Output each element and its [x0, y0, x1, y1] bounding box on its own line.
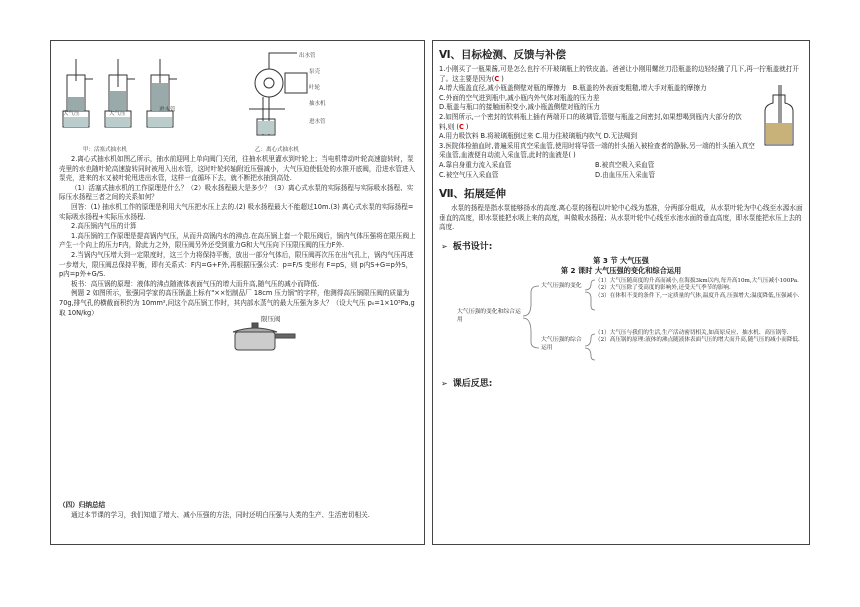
board-title-2: 第 2 课时 大气压强的变化和综合运用 — [560, 265, 682, 275]
board-title-1: 第 3 节 大气压强 — [593, 255, 649, 265]
fig-label: 泵壳 — [309, 69, 321, 75]
pressure-cooker-image — [221, 322, 297, 352]
fig-label: 进水管 — [159, 107, 176, 113]
centrifugal-pump-diagram — [239, 49, 349, 141]
answers: 回答：(1) 抽水机工作的原理是利用大气压把水压上去的.(2) 吸水扬程最大不能超过10m.(3) 离心式水泵的实际扬程=实际吸水扬程+实际压水扬程. — [59, 202, 414, 221]
branch-2-label: 大气压强的综合运用 — [541, 336, 582, 351]
branch-2-item: （1）大气压与我们的生活,生产活动密切相关,如高原反应、抽水机、高压锅等. — [595, 329, 789, 336]
cooker-heading: 2.高压锅内气压的计算 — [71, 222, 137, 231]
summary-block — [59, 501, 416, 520]
question-1-text: 1.小刚买了一瓶果酱,可是怎么也拧不开玻璃瓶上的铁皮盖。爸爸让小刚用螺丝刀沿瓶盖的边轻轻撬了几下,再一拧瓶盖就打开了。这主要是因为( — [439, 65, 799, 83]
section-7-title: Ⅶ、拓展延伸 — [439, 188, 507, 201]
summary-text: 通过本节课的学习，我们知道了增大、减小压强的方法，同时还明白压强与人类的生产、生活密切相关. — [71, 510, 370, 519]
mind-map — [439, 278, 803, 368]
board-note: 板书：高压锅的原理：液体的沸点随液体表面气压的增大而升高,随气压的减小而降低. — [71, 279, 320, 288]
branch-1-items — [595, 278, 801, 300]
fig-label: 进水管 — [309, 119, 326, 125]
question-2-options: A.用力吸饮料 B.将玻璃瓶倒过来 C.用力往玻璃瓶内吹气 D.无法喝到 — [439, 132, 638, 141]
board-heading-label: 板书设计: — [452, 241, 493, 252]
question-2-block — [439, 113, 803, 142]
question-2-close: ) — [463, 122, 469, 131]
question-1 — [439, 65, 803, 84]
valve-label: 限压阀 — [261, 315, 281, 324]
option-d: D.由血压压入采血管 — [595, 170, 655, 179]
board-design-heading — [441, 239, 803, 252]
fig-label: 出水管 — [299, 53, 316, 59]
option-d: D.瓶盖与瓶口的接触面积变小,减小瓶盖侧壁对瓶的压力 — [439, 103, 600, 112]
paragraph-centrifugal: 2.离心式抽水机如图乙所示，抽水前迎网上单向阀门关闭，往抽水机里灌水到叶轮上；当电机带动叶轮高速旋转时，泵壳里的水也随叶轮高速旋转同时被甩入出水管，这时叶轮转轴附近压强减小，大气压迫使低处的水推开底阀，沿进水管进入泵壳，进来的水又被叶轮甩进出水管，这样一直循环下去，就不断把水抽到高处. — [59, 155, 416, 183]
option-b: B.瓶盖的外表面变粗糙,增大手对瓶盖的摩擦力 — [572, 84, 707, 93]
mind-map-root: 大气压强的变化和综合运用 — [457, 308, 521, 323]
pump-figures — [59, 47, 416, 155]
question-2-answer: C — [458, 122, 464, 131]
bottle-diagram — [757, 83, 801, 149]
option-a: A.增大瓶盖直径,减小瓶盖侧壁对瓶的摩擦力 — [439, 84, 567, 93]
question-3-options-ab — [439, 161, 803, 171]
arrow-bullet-icon: ➢ — [441, 378, 448, 388]
option-c: C.被空气压入采血管 — [439, 170, 499, 179]
cooker-principle: 1.高压锅的工作原理是提高锅内气压，从而升高锅内水的沸点.在高压锅上套一个限压阀后，锅内气体压强将在限压阀上产生一个向上的压力F内，除此力之外，限压阀另外还受到重力G和大气压向下压限压阀的压力F外. — [59, 231, 416, 250]
option-b: B.被真空吸入采血管 — [595, 160, 655, 169]
figure-caption-a: 甲：活塞式抽水机 — [83, 147, 128, 153]
right-column — [432, 40, 810, 545]
reflection-heading — [441, 376, 803, 389]
fig-label: 叶轮 — [309, 85, 321, 91]
question-2 — [439, 113, 749, 132]
cooker-balance: 2.当锅内气压增大到一定限度时，这三个力将保持平衡，放出一部分气体后，限压阀再次压在出气孔上，锅内气压再进一步增大，限压阀总保持平衡，即有关系式：F内=G+F外,再根据压强公式：p=F/S 变形有 F=pS，则 p内S+G=p外S，p内=p外+G/S. — [59, 250, 414, 279]
question-2-text: 2.如图所示,一个密封的饮料瓶上插有两端开口的玻璃管,管壁与瓶盖之间密封,如果想喝到瓶内大部分的饮料,则 ( — [439, 112, 742, 131]
arrow-bullet-icon: ➢ — [441, 241, 448, 251]
option-a: A.靠自身重力流入采血管 — [439, 160, 512, 169]
option-c: C.外面的空气进到瓶中,减小瓶内外气体对瓶盖的压力差 — [439, 93, 600, 102]
question-3-options-cd — [439, 171, 803, 181]
fig-label: 大气压 — [109, 111, 126, 117]
question-1-close: ) — [499, 74, 504, 83]
pressure-cooker-figure — [59, 315, 416, 354]
piston-pump-diagram — [61, 57, 181, 135]
reflection-label: 课后反思: — [452, 378, 493, 389]
extension-text: 水泵的扬程是指水泵能够扬水的高度.离心泵的扬程以叶轮中心线为基准，分两部分组成，从水泵叶轮为中心线至水源水面垂直的高度，即水泵能把水吸上来的高度，叫做吸水扬程；从水泵叶轮中心线至水池水面的垂直高度，即水泵能把水压上去的高度. — [439, 204, 803, 232]
question-1-options-ab — [439, 84, 803, 94]
branch-1-item: （3）在体积不变的条件下,一定质量的气体,温度升高,压强增大;温度降低,压强减小. — [595, 292, 800, 299]
fig-label: 抽水机 — [309, 101, 326, 107]
left-column — [50, 40, 425, 545]
question-1-answer: C — [494, 74, 500, 83]
fig-label: 大气压 — [63, 111, 80, 117]
section-6-title: Ⅵ、目标检测、反馈与补偿 — [439, 49, 567, 61]
branch-2-items — [595, 330, 801, 345]
question-3: 3.医院体检抽血时,普遍采用真空采血管,使用时将导管一端的针头插入被检查者的静脉,另一端的针头插入真空采血管,血液便自动流入采血管,此时的血液是( ) — [439, 141, 755, 160]
branch-2-item: （2）高压锅的原理:液体的沸点随液体表面气压的增大而升高,随气压的减小而降低. — [595, 337, 800, 344]
summary-heading: （四）归纳总结 — [59, 501, 106, 509]
figure-caption-b: 乙：离心式抽水机 — [255, 147, 300, 153]
branch-1-label: 大气压强的变化 — [541, 282, 582, 289]
questions: （1）活塞式抽水机的工作原理是什么？（2）吸水扬程最大是多少？（3）离心式水泵的实际扬程与实际吸水扬程、实际压水扬程三者之间的关系如何？ — [59, 183, 414, 202]
example-2: 例题 2 如图所示，张强同学家的高压锅盖上标有"××铝制品厂 18cm 压力锅"的字样，他测得高压锅限压阀的质量为 70g,排气孔的横截面积约为 10mm²,问这个高压锅工作时，其内部水蒸气的最大压强为多大？（设大气压 p₀=1×10⁵Pa,g 取 10N/kg） — [59, 289, 415, 317]
branch-1-item: （2）大气压除了受高度的影响外,还受天气季节的影响. — [595, 285, 731, 292]
branch-1-item: （1）大气压随高度的升高而减小,在海拔3km以内,每升高10m,大气压减小100Pa. — [595, 277, 799, 284]
